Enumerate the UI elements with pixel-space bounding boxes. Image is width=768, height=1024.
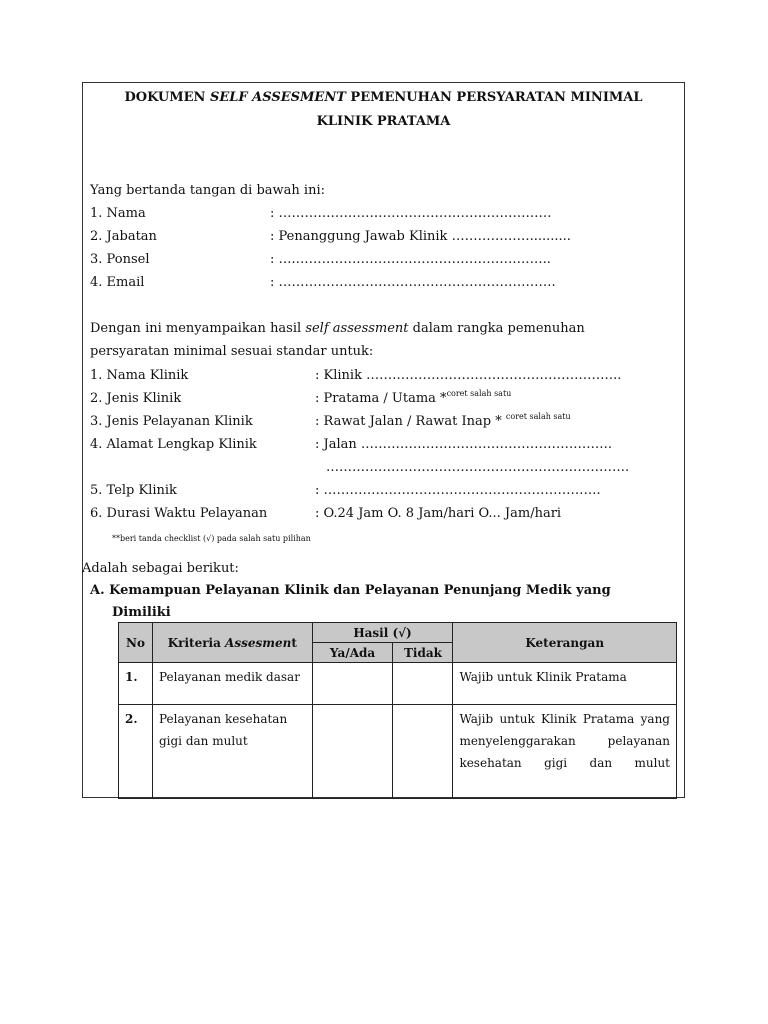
clinic-name-value[interactable]: : Klinik ………………………………………………….. (315, 368, 622, 383)
row-criteria: Pelayanan medik dasar (152, 663, 312, 705)
signer-intro: Yang bertanda tangan di bawah ini: (90, 183, 325, 198)
field-value-nama[interactable]: : ……………………………………………………… (270, 206, 552, 221)
field-label-email: 4. Email (90, 275, 145, 290)
header-yes: Ya/Ada (312, 643, 393, 663)
header-criteria: Kriteria Assesment (152, 623, 312, 663)
row-check-no[interactable] (393, 705, 453, 799)
row-check-no[interactable] (393, 663, 453, 705)
field-value-jabatan[interactable]: : Penanggung Jawab Klinik ……………….......... (270, 229, 571, 244)
header-no: No (119, 623, 153, 663)
field-value-email[interactable]: : ………………………………………………………. (270, 275, 556, 290)
clinic-service-value[interactable]: : Rawat Jalan / Rawat Inap * $^{coret salah satu}$ (315, 412, 571, 429)
table-row (119, 705, 677, 799)
clinic-name-label: 1. Nama Klinik (90, 368, 189, 383)
section-heading: A. Kemampuan Pelayanan Klinik dan Pelayanan Penunjang Medik yang (90, 583, 611, 598)
clinic-service-label: 3. Jenis Pelayanan Klinik (90, 414, 253, 429)
clinic-type-value[interactable]: : Pratama / Utama *$^{coret salah satu}$ (315, 389, 512, 406)
row-check-yes[interactable] (312, 705, 393, 799)
row-notes: Wajib untuk Klinik Pratama (453, 663, 677, 705)
row-no: 1. (119, 663, 153, 705)
row-criteria: Pelayanan kesehatan gigi dan mulut (152, 705, 312, 799)
section-intro: Adalah sebagai berikut: (82, 561, 239, 576)
field-label-ponsel: 3. Ponsel (90, 252, 150, 267)
assessment-table (118, 622, 677, 799)
row-no: 2. (119, 705, 153, 799)
field-value-ponsel[interactable]: : ….………………………………………………….. (270, 252, 551, 267)
clinic-phone-label: 5. Telp Klinik (90, 483, 177, 498)
clinic-address-value[interactable]: : Jalan …………………………………………………. (315, 437, 613, 452)
statement-line1: Dengan ini menyampaikan hasil self assessment dalam rangka pemenuhan (90, 321, 585, 336)
document-title-line1: DOKUMEN SELF ASSESMENT PEMENUHAN PERSYARATAN MINIMAL (124, 90, 643, 105)
clinic-duration-value[interactable]: : O.24 Jam O. 8 Jam/hari O... Jam/hari (315, 506, 562, 521)
clinic-phone-value[interactable]: : ………………………………………………………. (315, 483, 601, 498)
clinic-address-value2[interactable]: ……………………………………………………………. (326, 460, 630, 475)
table-row (119, 663, 677, 705)
header-result: Hasil (√) (312, 623, 453, 643)
clinic-type-label: 2. Jenis Klinik (90, 391, 182, 406)
header-tidak: Tidak (393, 643, 453, 663)
document-title-line2: KLINIK PRATAMA (316, 114, 451, 129)
row-notes: Wajib untuk Klinik Pratama yang menyelenggarakan pelayanan kesehatan gigi dan mulut (453, 705, 677, 799)
section-heading-cont: Dimiliki (112, 605, 171, 620)
checklist-note: **beri tanda checklist (√) pada salah satu pilihan (112, 534, 311, 543)
row-check-yes[interactable] (312, 663, 393, 705)
statement-line2: persyaratan minimal sesuai standar untuk: (90, 344, 374, 359)
clinic-duration-label: 6. Durasi Waktu Pelayanan (90, 506, 268, 521)
field-label-jabatan: 2. Jabatan (90, 229, 157, 244)
header-notes: Keterangan (453, 623, 677, 663)
clinic-address-label: 4. Alamat Lengkap Klinik (90, 437, 257, 452)
field-label-nama: 1. Nama (90, 206, 146, 221)
